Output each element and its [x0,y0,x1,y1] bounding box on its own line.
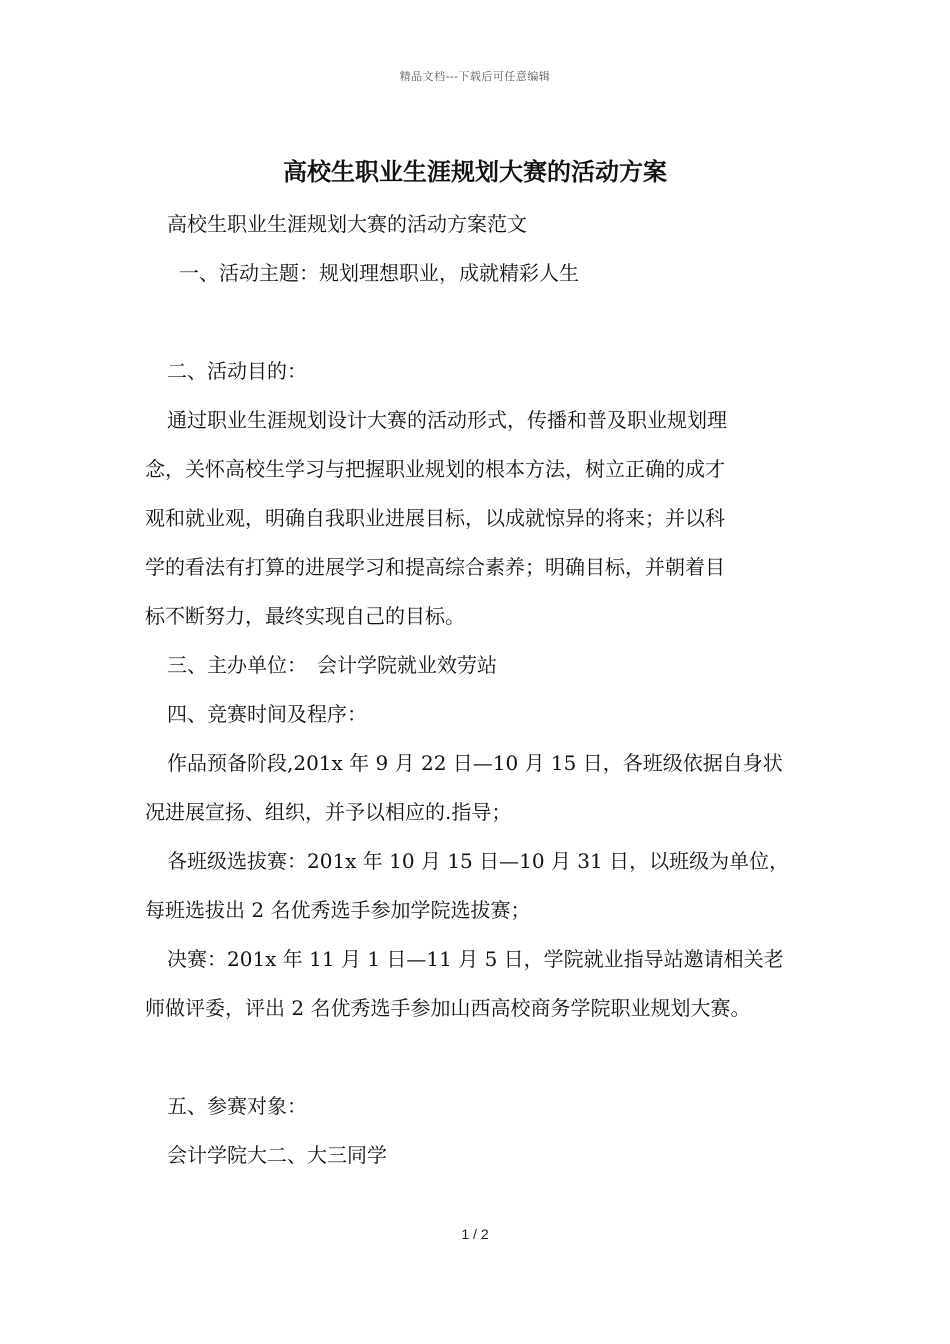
schedule-prep-line-1: 作品预备阶段,201x 年 9 月 22 日—10 月 15 日，各班级依据自身状 [167,751,783,775]
subtitle-line: 高校生职业生涯规划大赛的活动方案范文 [167,212,527,236]
schedule-final-line-2: 师做评委，评出 2 名优秀选手参加山西高校商务学院职业规划大赛。 [145,996,751,1020]
header-note: 精品文档---下载后可任意编辑 [399,70,551,83]
section-participants-heading: 五、参赛对象： [167,1094,307,1118]
section-schedule-heading: 四、竞赛时间及程序： [167,702,367,726]
purpose-paragraph-line-4: 学的看法有打算的进展学习和提高综合素养；明确目标，并朝着目 [145,555,725,579]
purpose-paragraph-line-1: 通过职业生涯规划设计大赛的活动形式，传播和普及职业规划理 [167,408,727,432]
participants-line: 会计学院大二、大三同学 [167,1143,387,1167]
document-title: 高校生职业生涯规划大赛的活动方案 [283,157,667,186]
schedule-class-line-1: 各班级选拔赛：201x 年 10 月 15 日—10 月 31 日，以班级为单位， [167,849,790,873]
document-body [145,200,810,1180]
blank-line [145,298,810,347]
purpose-paragraph-line-5: 标不断努力，最终实现自己的目标。 [145,604,465,628]
section-organizer: 三、主办单位： 会计学院就业效劳站 [167,653,497,677]
purpose-paragraph-line-2: 念，关怀高校生学习与把握职业规划的根本方法，树立正确的成才 [145,457,725,481]
schedule-class-line-2: 每班选拔出 2 名优秀选手参加学院选拔赛； [145,898,531,922]
schedule-final-line-1: 决赛：201x 年 11 月 1 日—11 月 5 日，学院就业指导站邀请相关老 [167,947,784,971]
section-purpose-heading: 二、活动目的： [167,359,307,383]
page-indicator: 1 / 2 [461,1226,489,1242]
section-theme: 一、活动主题：规划理想职业，成就精彩人生 [179,261,579,285]
purpose-paragraph-line-3: 观和就业观，明确自我职业进展目标，以成就惊异的将来；并以科 [145,506,725,530]
schedule-prep-line-2: 况进展宣扬、组织，并予以相应的.指导； [145,800,512,824]
blank-line [145,1033,810,1082]
